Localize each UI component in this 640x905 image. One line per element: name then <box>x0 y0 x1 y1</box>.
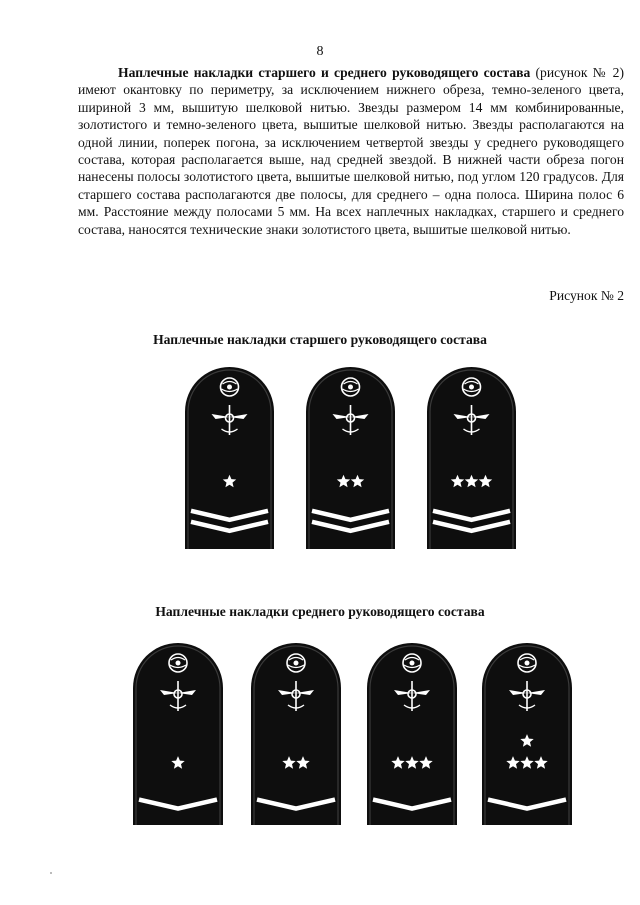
middle-section-title: Наплечные накладки среднего руководящего состава <box>155 604 485 619</box>
shoulder-strap <box>185 367 274 549</box>
strap-body <box>133 643 223 825</box>
strap-body <box>367 643 457 825</box>
paragraph <box>78 64 624 238</box>
strap-body <box>251 643 341 825</box>
paragraph-rest: (рисунок № 2) имеют окантовку по периметру, за исключением нижнего обреза, темно-зеленого цвета, шириной 3 мм, вышитую шелковой нитью. Звезды размером 14 мм комбинированные, золотистого и темно-зеленого цвета, вышитые шелковой нитью. Звезды располагаются на одной линии, поперек погона, за исключением четвертой звезды у среднего руководящего состава, которая располагается выше, над средней звездой. В нижней части обреза погон нанесены полосы золотистого цвета, вышитые шелковой нитью, под углом 120 градусов. Для старшего состава располагаются две полосы, для среднего – одна полоса. Ширина полос 6 мм. Расстояние между полосами 5 мм. На всех наплечных накладках, старшего и среднего состава, наносятся технические знаки золотистого цвета, вышитые шелковой нитью. <box>78 65 624 237</box>
shoulder-strap <box>251 643 341 825</box>
shoulder-strap-drawing <box>306 367 395 549</box>
shoulder-strap-drawing <box>251 643 341 825</box>
shoulder-strap <box>427 367 516 549</box>
figure-caption: Рисунок № 2 <box>549 288 624 303</box>
shoulder-strap <box>306 367 395 549</box>
scan-mark <box>50 872 52 874</box>
shoulder-strap-drawing <box>185 367 274 549</box>
paragraph-lead: Наплечные накладки старшего и среднего руководящего состава <box>118 65 531 80</box>
strap-body <box>482 643 572 825</box>
shoulder-strap-drawing <box>427 367 516 549</box>
page-number: 8 <box>316 44 324 59</box>
senior-section-title: Наплечные накладки старшего руководящего состава <box>153 332 487 347</box>
body-text <box>78 64 624 238</box>
shoulder-strap-drawing <box>133 643 223 825</box>
shoulder-strap-drawing <box>482 643 572 825</box>
shoulder-strap <box>482 643 572 825</box>
shoulder-strap <box>133 643 223 825</box>
shoulder-strap <box>367 643 457 825</box>
shoulder-strap-drawing <box>367 643 457 825</box>
